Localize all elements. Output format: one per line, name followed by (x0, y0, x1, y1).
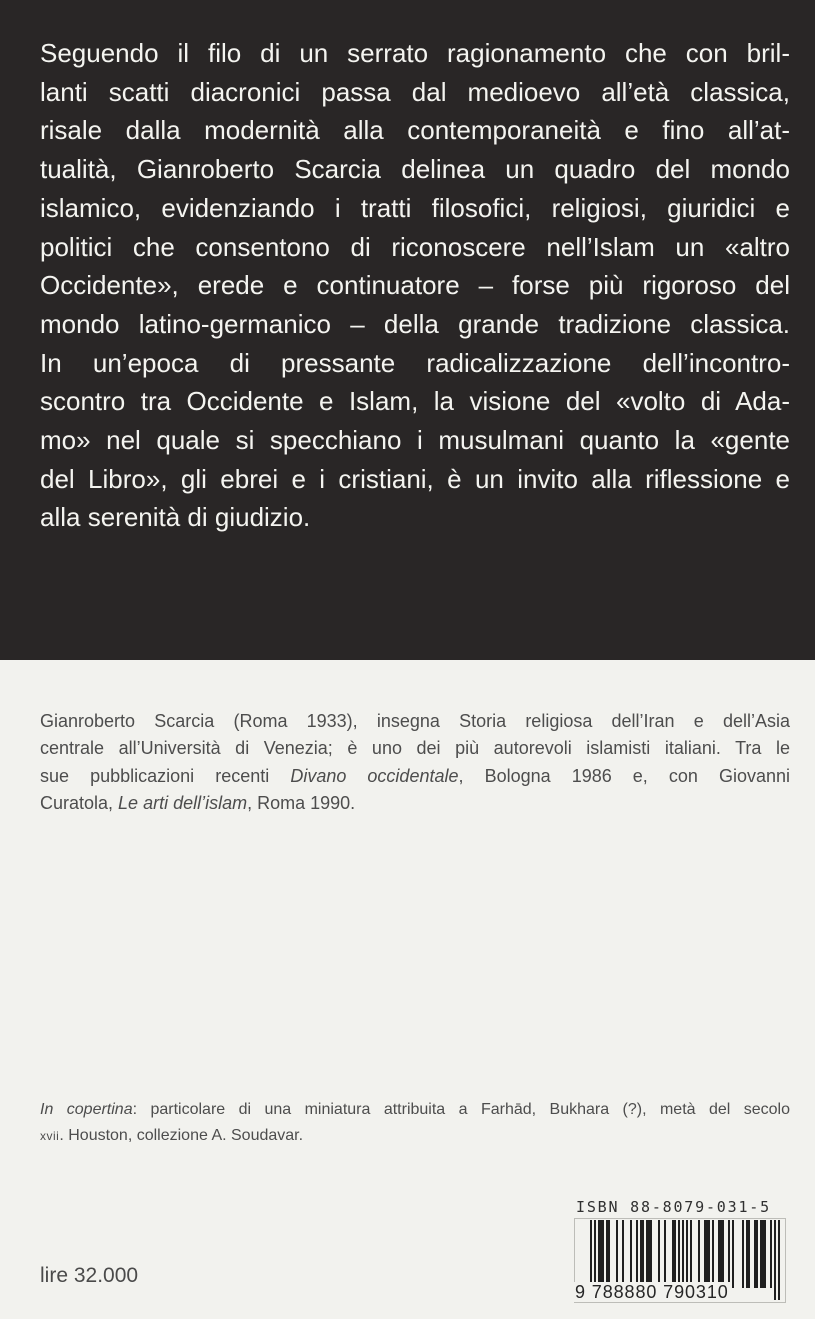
bio-line (40, 763, 790, 790)
isbn-label: ISBN 88-8079-031-5 (576, 1198, 771, 1216)
barcode-bar (732, 1220, 734, 1288)
bio-text: Curatola, (40, 793, 119, 814)
cover-credit-label: In copertina (40, 1101, 133, 1118)
blurb-line: mondo latino-germanico – della grande tradizione classica. (40, 308, 790, 339)
barcode-bar (718, 1220, 724, 1288)
barcode-bar (646, 1220, 652, 1288)
bio-line (40, 790, 790, 817)
author-bio (40, 708, 790, 818)
book-title: Divano occidentale (290, 765, 459, 786)
barcode-bar (658, 1220, 660, 1288)
bio-text: sue pubblicazioni recenti (40, 765, 291, 786)
barcode-bar (704, 1220, 710, 1288)
cover-credit-line (40, 1123, 790, 1149)
blurb-line: alla serenità di giudizio. (40, 502, 311, 533)
barcode-bar (698, 1220, 700, 1288)
barcode-bar (728, 1220, 730, 1288)
barcode-bar (770, 1220, 772, 1288)
blurb-text (40, 34, 790, 537)
bio-text: , Roma 1990. (247, 793, 356, 814)
barcode-bar (622, 1220, 624, 1288)
cover-credit (40, 1097, 790, 1149)
barcode-bar (664, 1220, 666, 1288)
barcode-bar (606, 1220, 610, 1288)
cover-credit-text: : particolare di una miniatura attribuita a Farhād, Bukhara (?), metà del secolo (132, 1101, 790, 1118)
blurb-line: Occidente», erede e continuatore – forse più rigoroso del (40, 270, 790, 301)
blurb-line: del Libro», gli ebrei e i cristiani, è un invito alla riflessione e (40, 463, 790, 494)
barcode-bar (754, 1220, 758, 1288)
blurb-line: mo» nel quale si specchiano i musulmani quanto la «gente (40, 425, 790, 456)
blurb-line: Seguendo il filo di un serrato ragionamento che con bril- (40, 38, 790, 68)
blurb-line: islamico, evidenziando i tratti filosofici, religiosi, giuridici e (40, 192, 790, 223)
barcode-bar (598, 1220, 604, 1288)
barcode-bar (672, 1220, 676, 1288)
blurb-line: scontro tra Occidente e Islam, la visione del «volto di Ada- (40, 386, 790, 417)
barcode-bar (690, 1220, 692, 1288)
price-label: lire 32.000 (40, 1264, 139, 1287)
barcode-bar (760, 1220, 766, 1288)
barcode-bar (746, 1220, 750, 1288)
bio-line: centrale all’Università di Venezia; è uno dei più autorevoli islamisti italiani. Tra le (40, 738, 790, 759)
blurb-line: risale dalla modernità alla contemporaneità e fino all’at- (40, 115, 790, 146)
barcode-bar (630, 1220, 632, 1288)
blurb-line: tualità, Gianroberto Scarcia delinea un quadro del mondo (40, 154, 790, 185)
century-numeral: xvii (40, 1129, 60, 1143)
cover-credit-line (40, 1097, 790, 1123)
barcode-digits (574, 1282, 788, 1303)
bio-line: Gianroberto Scarcia (Roma 1933), insegna Storia religiosa dell’Iran e dell’Asia (40, 711, 790, 731)
cover-credit-text: . Houston, collezione A. Soudavar. (59, 1127, 304, 1144)
blurb-line: lanti scatti diacronici passa dal medioevo all’età classica, (40, 76, 790, 107)
blurb-line: In un’epoca di pressante radicalizzazione dell’incontro- (40, 347, 790, 378)
barcode-bar (712, 1220, 714, 1288)
bio-text: , Bologna 1986 e, con Giovanni (458, 765, 791, 786)
barcode-number: 9 788880 790310 (575, 1282, 729, 1302)
barcode-bar (616, 1220, 618, 1288)
barcode-bar (636, 1220, 638, 1288)
barcode-bar (640, 1220, 644, 1288)
barcode-bar (678, 1220, 680, 1288)
barcode-block (574, 1198, 788, 1308)
blurb-line: politici che consentono di riconoscere nell’Islam un «altro (40, 231, 790, 262)
book-title: Le arti dell’islam (118, 793, 248, 814)
barcode-bar (742, 1220, 744, 1288)
